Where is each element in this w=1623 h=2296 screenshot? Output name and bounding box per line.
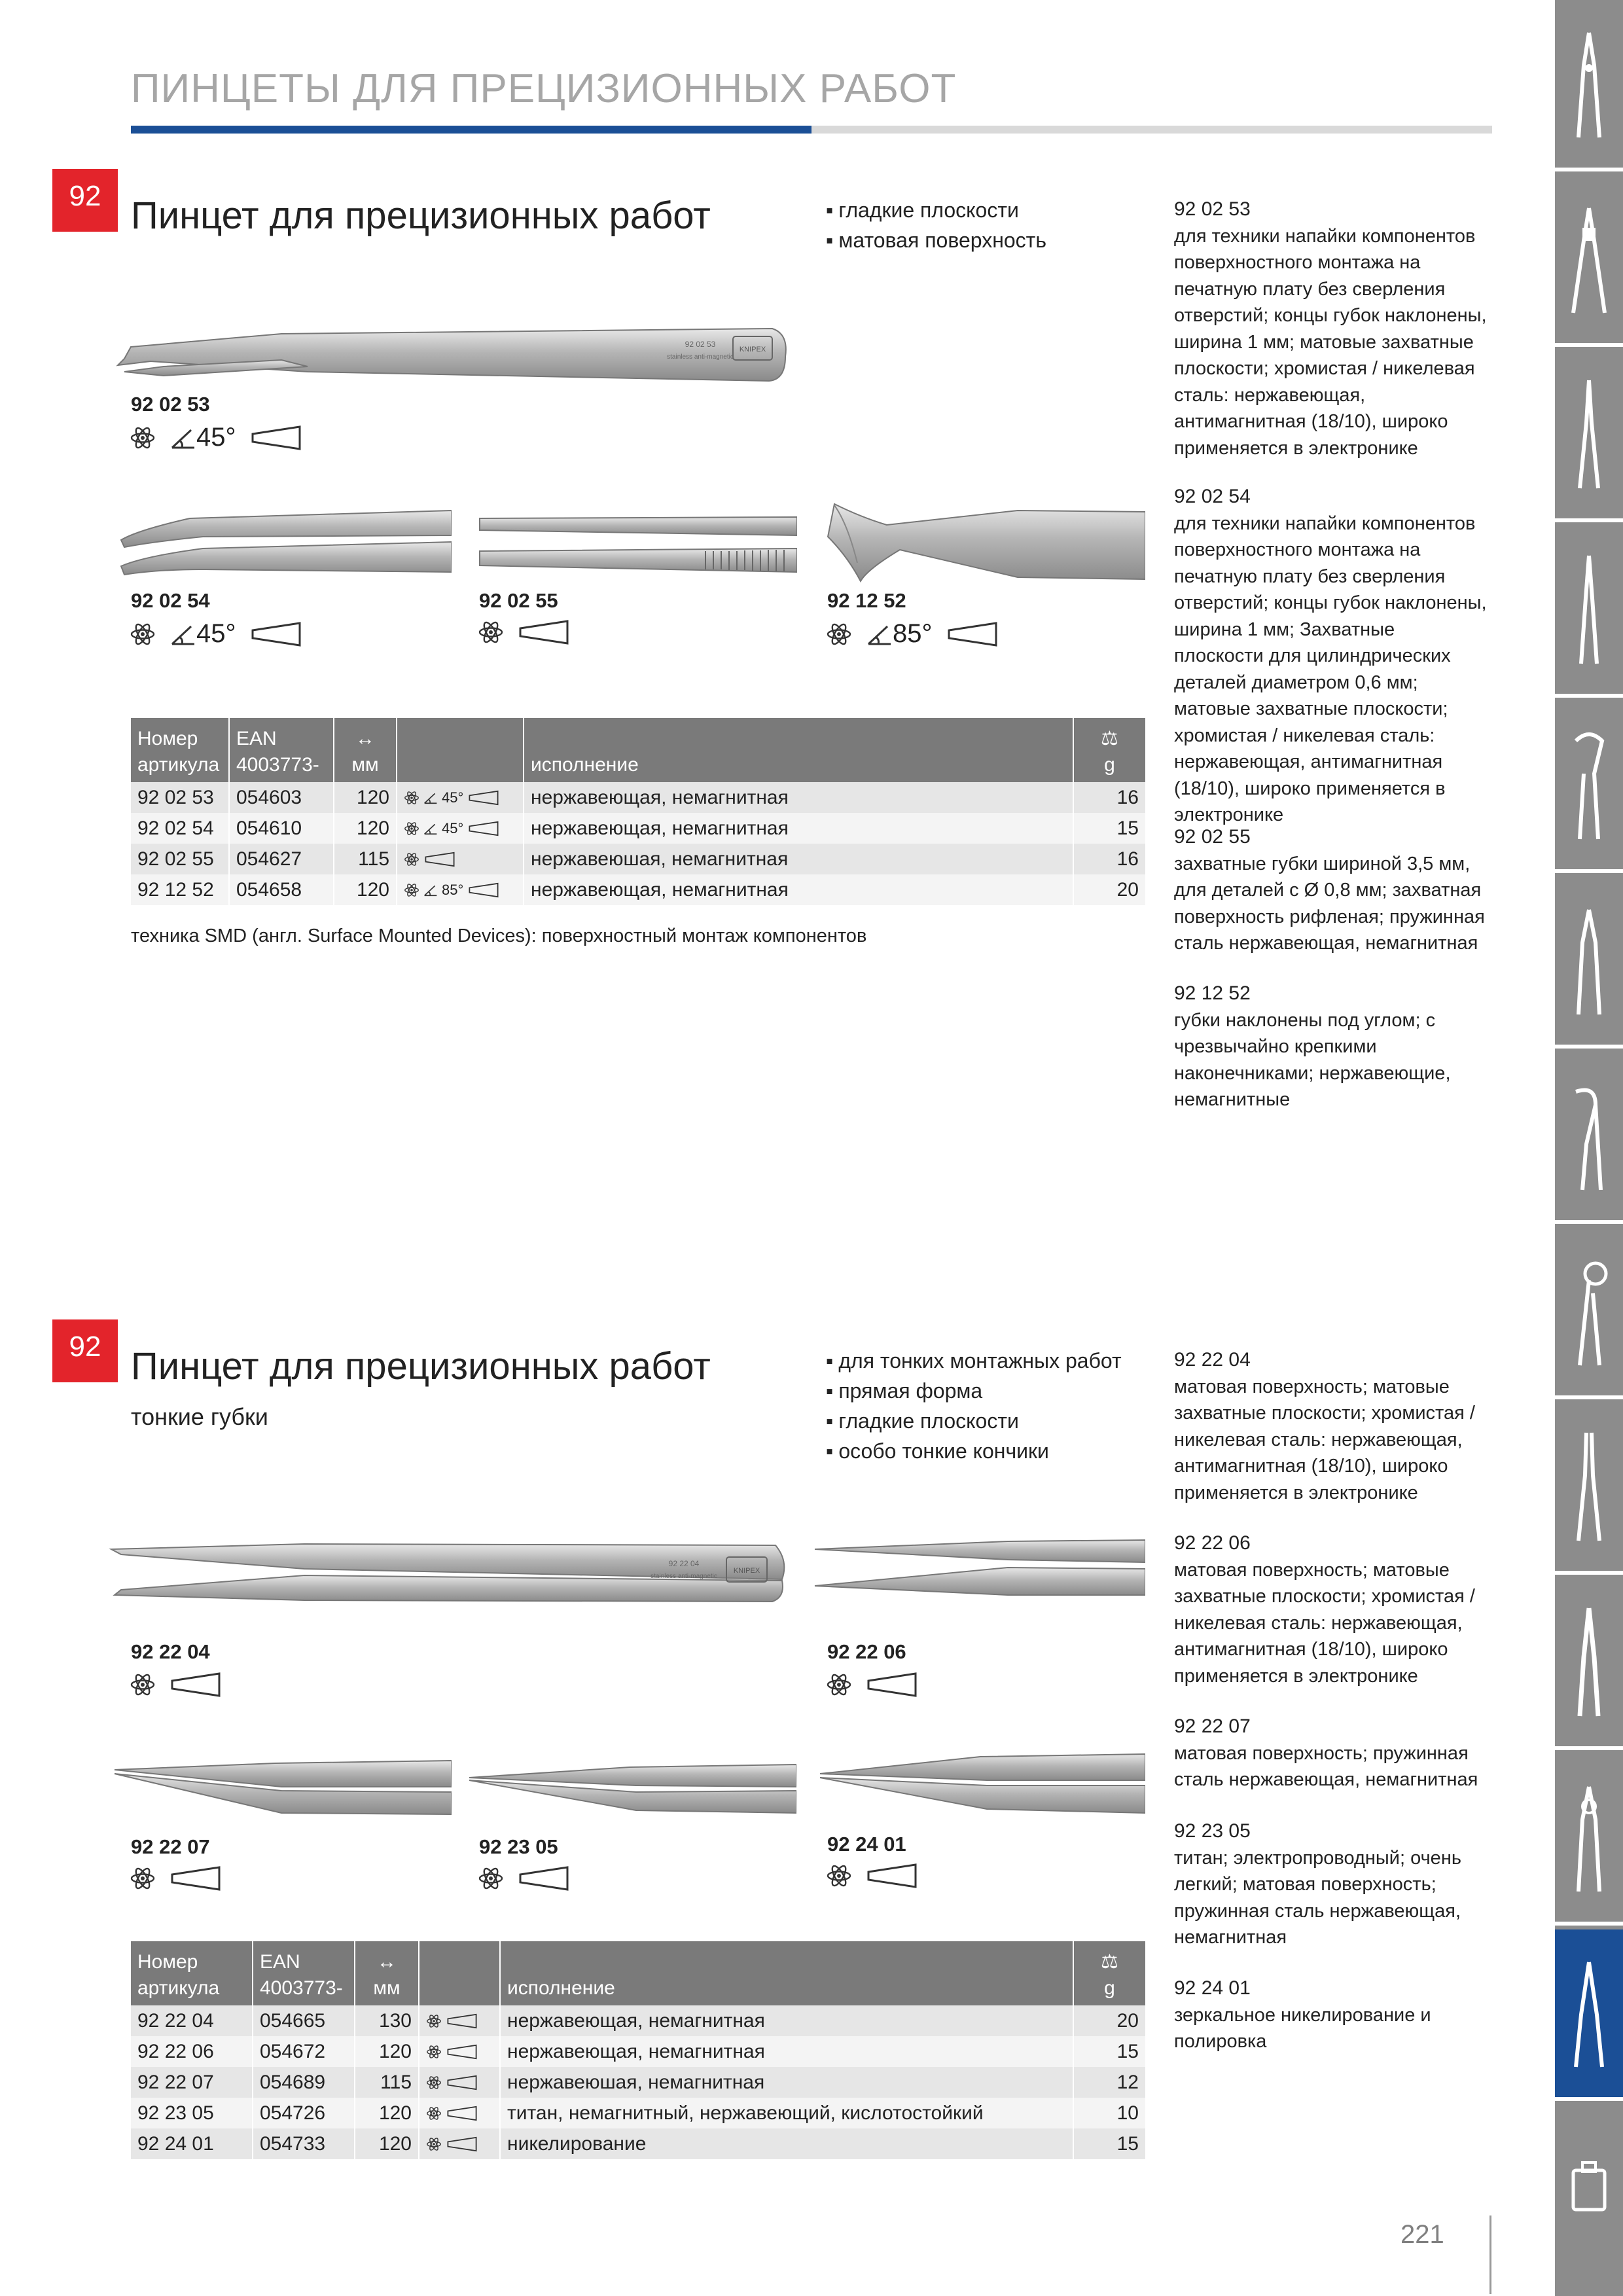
tweezer-92-22-07-image [111,1754,452,1820]
tip-shape-icon [947,621,998,647]
tab-tool-case[interactable] [1555,2105,1623,2276]
antimagnetic-icon [404,790,419,806]
product-symbols [130,619,302,649]
table-row: 92 22 07 054689 115 нержавеюшая, немагнитная 12 [131,2067,1145,2098]
page-divider [1489,2215,1491,2294]
length-arrow-icon: ↔ [355,728,375,749]
tab-end-cutter[interactable] [1555,702,1623,873]
product-symbols [478,619,569,645]
antimagnetic-icon [130,1865,156,1892]
tip-shape-icon [518,619,569,645]
page-title: ПИНЦЕТЫ ДЛЯ ПРЕЦИЗИОННЫХ РАБОТ [131,66,957,111]
tab-revolving-punch[interactable] [1555,1228,1623,1399]
tip-shape-icon [446,2013,478,2029]
tab-cable-cutter[interactable] [1555,1754,1623,1926]
cable-cutter-icon [1569,1780,1609,1898]
feature-list [826,1346,1122,1466]
tip-shape-icon [170,1865,221,1892]
tab-long-nose[interactable] [1555,351,1623,522]
antimagnetic-icon [404,882,419,898]
product-code: 92 22 04 [131,1640,210,1663]
feature-list [826,195,1046,255]
antimagnetic-icon [478,619,504,645]
brand-imprint: KNIPEX [739,346,766,353]
section-subtitle: тонкие губки [131,1403,268,1430]
col-symbols [419,1941,500,2005]
tip-shape-icon [446,2136,478,2152]
page-number: 221 [1400,2220,1444,2249]
angle-icon [423,791,438,804]
feature-item: ▪ матовая поверхность [826,225,1046,255]
product-code: 92 12 52 [827,589,906,612]
col-weight: ⚖ g [1073,718,1145,782]
tweezers-icon [1569,1956,1609,2073]
product-description: 92 24 01 зеркальное никелирование и полировка [1174,1977,1431,2052]
tip-shape-icon [170,1672,221,1698]
tab-water-pump[interactable] [1555,1052,1623,1224]
angle-label: 45° [170,423,236,452]
antimagnetic-icon [130,425,156,451]
antimagnetic-icon [426,2106,442,2121]
length-arrow-icon: ↔ [377,1951,397,1973]
tab-needle-nose[interactable] [1555,526,1623,698]
antimagnetic-icon [826,1863,852,1889]
product-code: 92 23 05 [479,1835,558,1858]
col-weight: ⚖ g [1073,1941,1145,2005]
col-article: Номер артикула [131,718,229,782]
tweezer-92-22-04-image [108,1535,789,1607]
product-code: 92 02 55 [479,589,558,612]
needle-nose-pliers-icon [1569,552,1609,670]
tweezer-92-23-05-image [466,1754,796,1820]
product-description: 92 02 54 для техники напайки компонентов поверхностного монтажа на печатную плату без сверления отверстий; концы губок наклонены, ширина 1 мм; Захватные плоскости для цилиндрических деталей диаметром 0,6 мм; матовые захватные плоскости; хромистая / никелевая сталь: нержавеющая, антимагнитная (18/10), широко применяется в электронике [1174,486,1487,825]
antimagnetic-icon [130,621,156,647]
header-rule-accent [131,126,812,134]
pliers-icon [1569,26,1609,144]
product-symbols [826,1672,918,1698]
table-row: 92 22 06 054672 120 нержавеющая, немагнитная 15 [131,2036,1145,2067]
tip-shape-icon [866,1672,918,1698]
angle-label: 85° [866,619,933,649]
wire-stripper-icon [1569,1605,1609,1723]
section-badge: 92 [52,169,118,232]
product-description: 92 02 53 для техники напайки компонентов поверхностного монтажа на печатную плату без сверления отверстий; концы губок наклонены, ширина 1 мм; матовые захватные плоскости; хромистая / никелевая сталь: нержавеющая, антимагнитная (18/10), широко применяется в электронике [1174,198,1487,459]
antimagnetic-icon [826,621,852,647]
scale-icon: ⚖ [1101,1951,1118,1973]
tweezer-92-02-53-image [111,321,792,393]
angle-icon [423,884,438,897]
imprint-text: stainless anti-magnetic [651,1573,717,1580]
col-finish: исполнение [524,718,1073,782]
product-code: 92 22 06 [827,1640,906,1663]
antimagnetic-icon [426,2136,442,2152]
tip-shape-icon [467,790,500,806]
footnote: техника SMD (англ. Surface Mounted Devices): поверхностный монтаж компонентов [131,925,867,946]
product-symbols [130,1865,221,1892]
section-badge: 92 [52,1319,118,1382]
product-symbols [130,1672,221,1698]
col-symbols [397,718,524,782]
product-symbols [130,423,302,452]
tip-shape-icon [446,2106,478,2121]
angle-icon [170,622,196,646]
feature-item: ▪ для тонких монтажных работ [826,1346,1122,1376]
tip-shape-icon [423,852,456,867]
tip-shape-icon [518,1865,569,1892]
tab-crimping[interactable] [1555,175,1623,347]
feature-item: ▪ гладкие плоскости [826,195,1046,225]
product-code: 92 24 01 [827,1833,906,1856]
angle-icon [866,622,893,646]
end-cutter-icon [1569,728,1609,846]
tweezer-92-02-54-image [111,504,452,583]
product-symbols [826,619,998,649]
col-finish: исполнение [500,1941,1073,2005]
circlip-pliers-icon [1569,1429,1609,1547]
spec-table [131,1941,1145,2159]
section-title: Пинцет для прецизионных работ [131,1345,711,1388]
angle-icon [170,426,196,450]
antimagnetic-icon [426,2044,442,2060]
product-code: 92 02 53 [131,393,210,416]
product-symbols [826,1863,918,1889]
product-code: 92 02 54 [131,589,210,612]
product-description: 92 22 07 матовая поверхность; пружинная сталь нержавеющая, немагнитная [1174,1715,1478,1790]
tip-shape-icon [446,2075,478,2090]
tip-shape-icon [467,821,500,836]
tweezer-92-24-01-image [817,1748,1145,1820]
tab-tweezers[interactable] [1555,1929,1623,2101]
product-description: 92 23 05 титан; электропроводный; очень легкий; матовая поверхность; пружинная сталь нержавеющая, немагнитная [1174,1820,1461,1948]
antimagnetic-icon [426,2013,442,2029]
table-row: 92 24 01 054733 120 никелирование 15 [131,2128,1145,2159]
category-sidebar [1555,0,1623,2296]
antimagnetic-icon [426,2075,442,2090]
product-description: 92 02 55 захватные губки шириной 3,5 мм, для деталей с Ø 0,8 мм; захватная поверхность рифленая; пружинная сталь нержавеющая, немагнитная [1174,826,1485,954]
tab-circlip[interactable] [1555,1403,1623,1575]
tool-case-icon [1569,2131,1609,2249]
antimagnetic-icon [478,1865,504,1892]
product-description: 92 22 06 матовая поверхность; матовые захватные плоскости; хромистая / никелевая сталь: нержавеющая, антимагнитная (18/10), широко применяется в электронике [1174,1532,1475,1687]
feature-item: ▪ особо тонкие кончики [826,1436,1122,1466]
antimagnetic-icon [404,821,419,836]
angle-icon [423,822,438,835]
tip-shape-icon [251,425,302,451]
long-nose-pliers-icon [1569,377,1609,495]
tab-pliers[interactable] [1555,0,1623,171]
antimagnetic-icon [130,1672,156,1698]
code-imprint: 92 02 53 [685,340,716,349]
water-pump-pliers-icon [1569,1079,1609,1196]
col-ean: EAN 4003773- [253,1941,355,2005]
diagonal-cutter-icon [1569,903,1609,1021]
table-row: 92 02 54 054610 120 45° нержавеющая, немагнитная 15 [131,813,1145,844]
imprint-text: stainless anti-magnetic [667,353,734,361]
tweezer-92-02-55-image [476,511,797,576]
spec-table [131,718,1145,905]
code-imprint: 92 22 04 [668,1559,700,1568]
table-row: 92 02 53 054603 120 45° нержавеющая, немагнитная 16 [131,782,1145,813]
crimping-pliers-icon [1569,202,1609,319]
brand-imprint: KNIPEX [733,1567,760,1575]
feature-item: ▪ прямая форма [826,1376,1122,1406]
col-article: Номер артикула [131,1941,253,2005]
tab-diagonal-cutter[interactable] [1555,877,1623,1049]
revolving-punch-icon [1569,1254,1609,1372]
tip-shape-icon [446,2044,478,2060]
table-row: 92 02 55 054627 115 нержавеюшая, немагнитная 16 [131,844,1145,874]
tweezer-92-22-06-image [812,1535,1145,1600]
feature-item: ▪ гладкие плоскости [826,1406,1122,1436]
tab-wire-stripper[interactable] [1555,1579,1623,1750]
antimagnetic-icon [826,1672,852,1698]
product-symbols [478,1865,569,1892]
antimagnetic-icon [404,852,419,867]
table-row: 92 22 04 054665 130 нержавеющая, немагнитная 20 [131,2005,1145,2036]
tip-shape-icon [251,621,302,647]
angle-label: 45° [170,619,236,649]
col-length: ↔ мм [355,1941,419,2005]
scale-icon: ⚖ [1101,728,1118,749]
tip-shape-icon [467,882,500,898]
product-description: 92 12 52 губки наклонены под углом; с чрезвычайно крепкими наконечниками; нержавеющие, немагнитные [1174,982,1451,1110]
col-length: ↔ мм [334,718,397,782]
product-code: 92 22 07 [131,1835,210,1858]
col-ean: EAN 4003773- [229,718,334,782]
product-description: 92 22 04 матовая поверхность; матовые захватные плоскости; хромистая / никелевая сталь: нержавеющая, антимагнитная (18/10), широко применяется в электронике [1174,1349,1475,1503]
table-row: 92 12 52 054658 120 85° нержавеющая, немагнитная 20 [131,874,1145,905]
tip-shape-icon [866,1863,918,1889]
table-row: 92 23 05 054726 120 титан, немагнитный, нержавеющий, кислотостойкий 10 [131,2098,1145,2128]
tweezer-92-12-52-image [821,497,1145,583]
section-title: Пинцет для прецизионных работ [131,194,711,237]
